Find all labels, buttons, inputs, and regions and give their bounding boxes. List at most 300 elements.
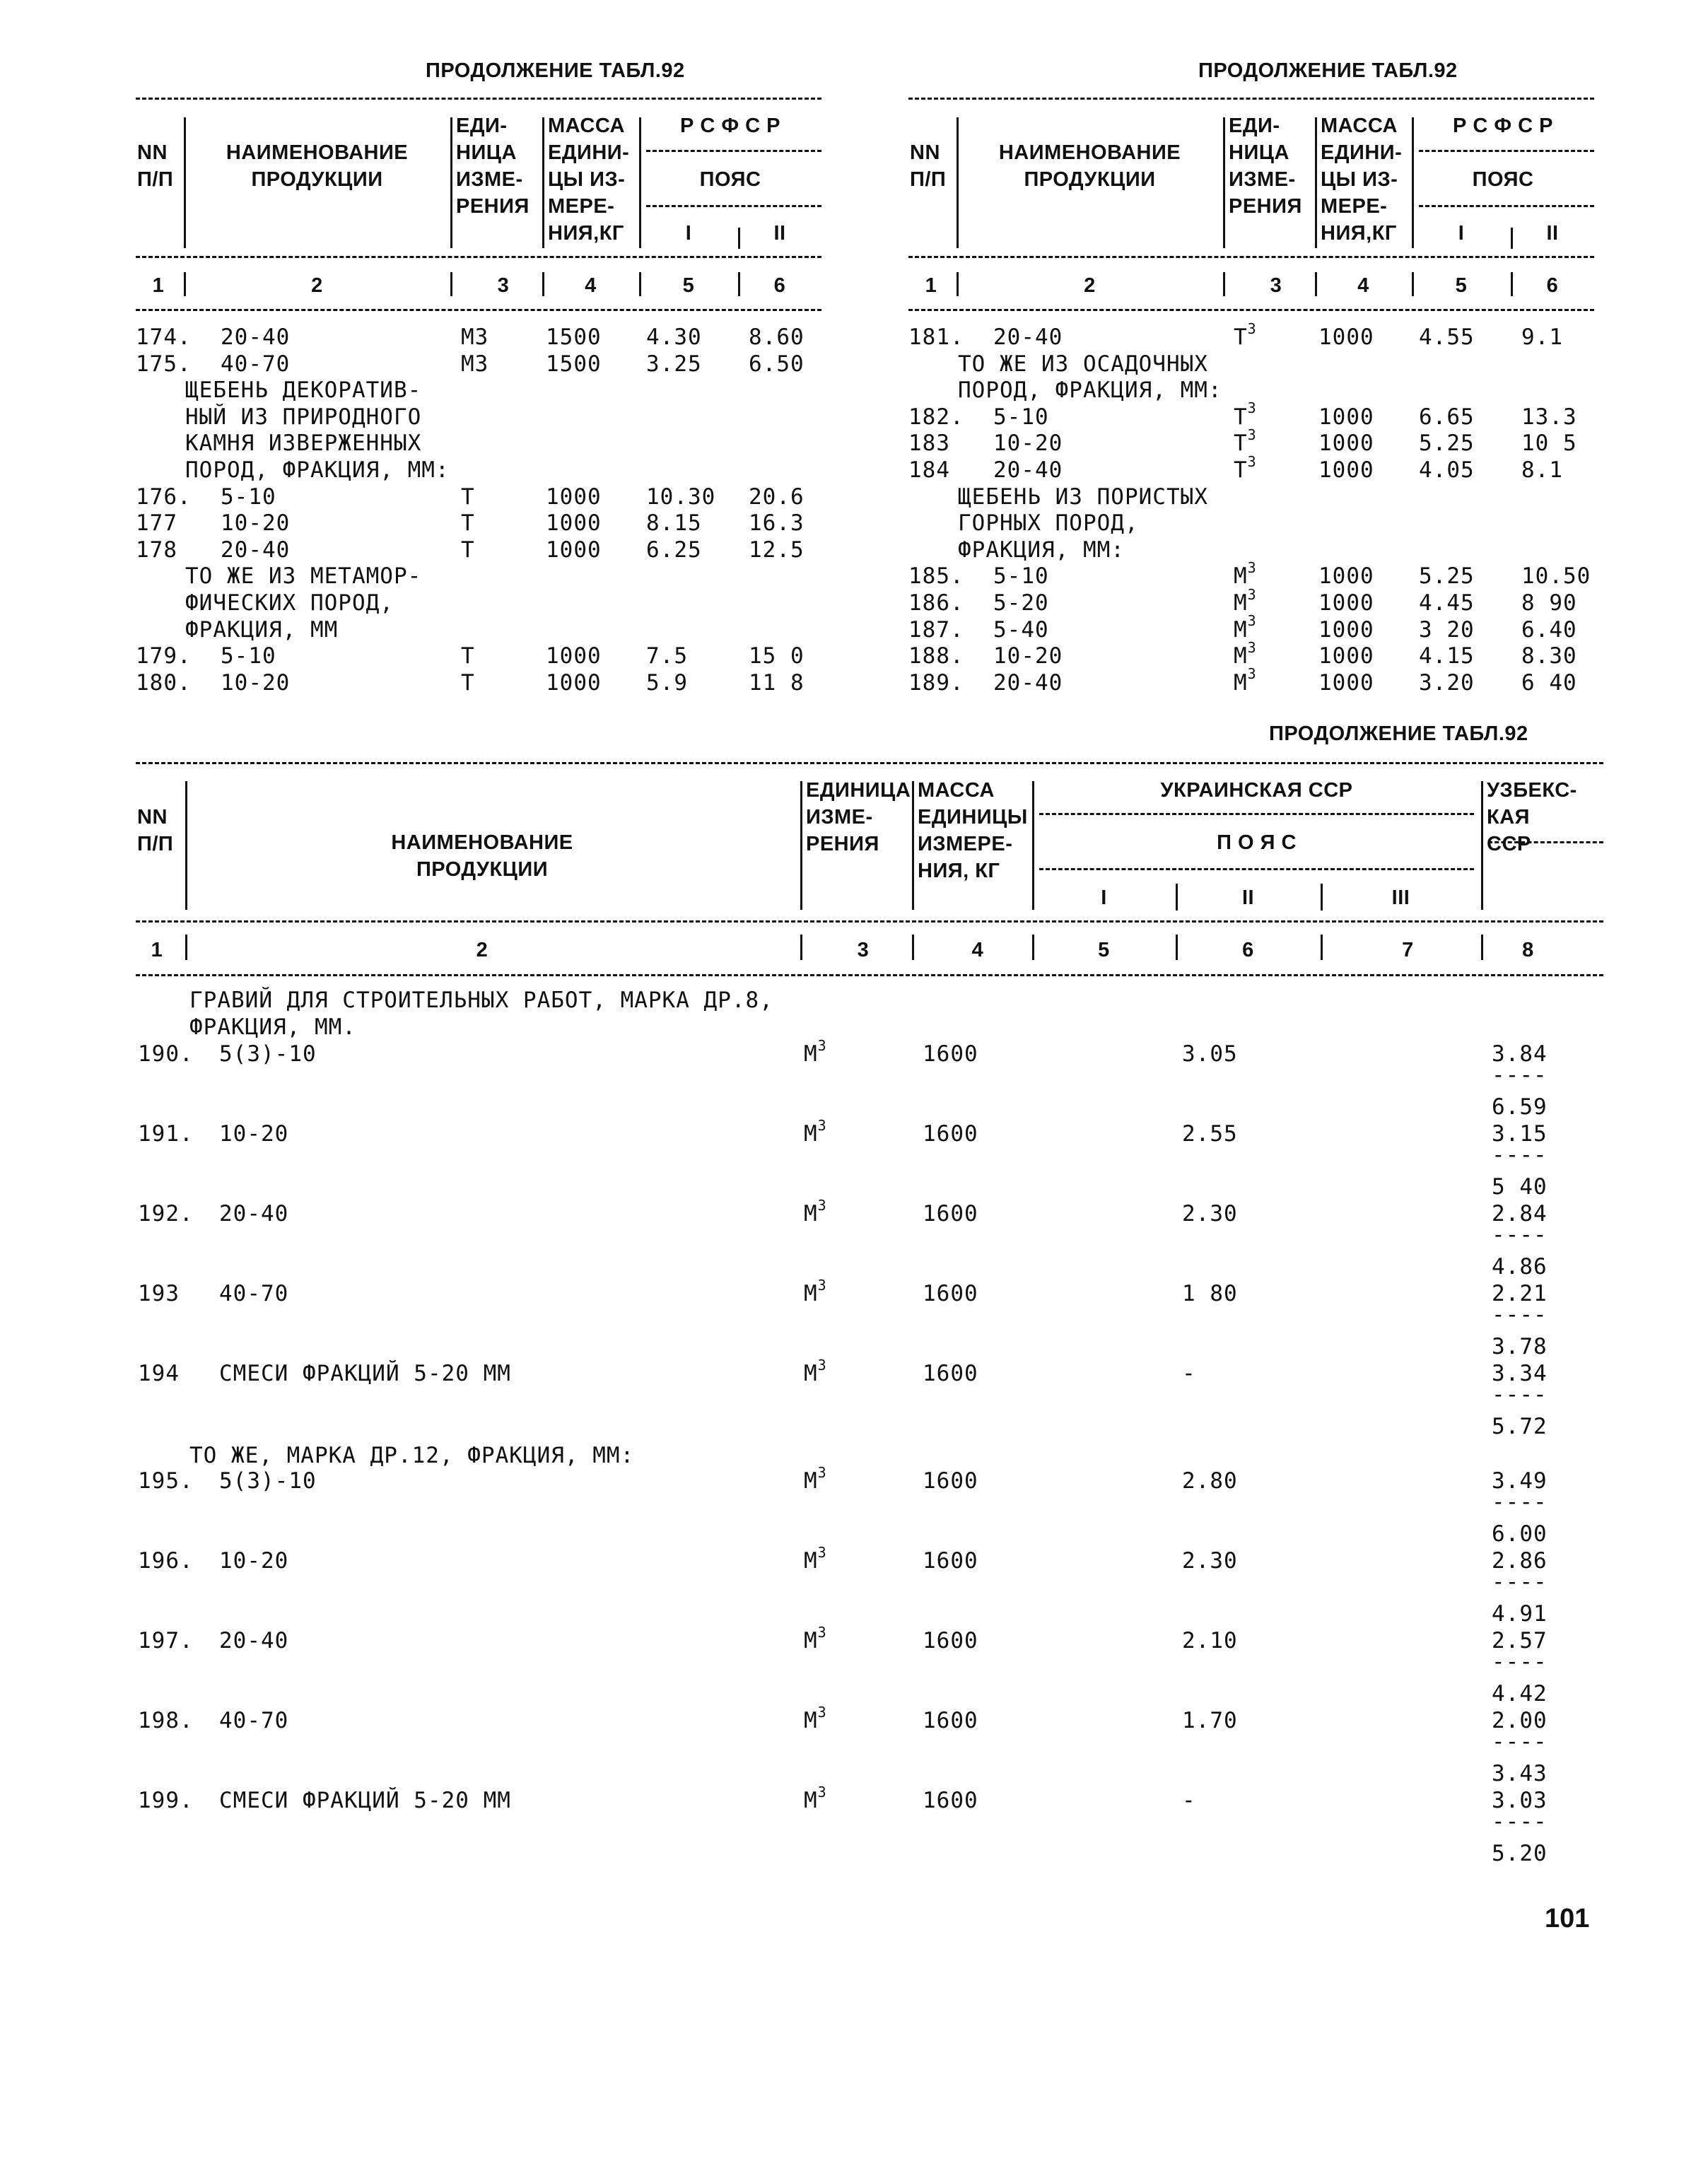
column-separator — [1223, 117, 1225, 248]
header-unit: РЕНИЯ — [456, 195, 530, 218]
product-name: 10-20 — [219, 1121, 289, 1147]
unit: $М^3$ — [1234, 638, 1257, 669]
column-number: 5 — [1098, 939, 1110, 961]
product-name: 20-40 — [993, 457, 1063, 483]
price-zone: 2.10 — [1182, 1628, 1238, 1653]
unit: $М^3$ — [1234, 612, 1257, 643]
unit-exponent: 3 — [1247, 559, 1257, 577]
header-zone: ПОЯС — [1472, 168, 1534, 191]
dashed-rule — [646, 150, 821, 152]
dashed-rule — [1039, 813, 1474, 815]
mass: 1000 — [1318, 431, 1374, 457]
row-number: 193 — [138, 1281, 180, 1306]
row-number: 176. — [136, 484, 192, 510]
product-name: ЩЕБЕНЬ ДЕКОРАТИВ- — [185, 377, 422, 404]
price-uzbek-denominator: 5.20 — [1492, 1841, 1548, 1866]
unit: $Т^3$ — [1234, 320, 1257, 350]
column-number: 4 — [971, 939, 984, 961]
row-number: 177 — [136, 510, 177, 537]
header-name: НАИМЕНОВАНИЕ — [391, 831, 573, 854]
column-separator — [738, 228, 740, 249]
price-uzbek-numerator: 2.21 — [1492, 1281, 1548, 1306]
row-number: 178 — [136, 537, 177, 563]
mass: 1000 — [546, 669, 602, 696]
mass: 1500 — [546, 324, 602, 350]
price-uzbek-denominator: 4.86 — [1492, 1254, 1548, 1280]
unit: $М^3$ — [804, 1276, 827, 1306]
product-name: 20-40 — [221, 537, 291, 563]
header-unit: ИЗМЕ- — [806, 806, 873, 829]
header-mass: ЕДИНИ- — [548, 141, 630, 164]
column-number: 3 — [857, 939, 870, 961]
mass: 1000 — [1318, 590, 1374, 616]
unit-exponent: 3 — [817, 1463, 827, 1481]
header-mass: ЦЫ ИЗ- — [548, 168, 626, 191]
column-separator — [639, 272, 641, 296]
header-nn: NN — [137, 141, 168, 164]
mass: 1600 — [923, 1708, 978, 1733]
row-number: 194 — [138, 1361, 180, 1386]
section-title: ГРАВИЙ ДЛЯ СТРОИТЕЛЬНЫХ РАБОТ, МАРКА ДР.8, — [189, 988, 773, 1013]
column-number: 1 — [152, 274, 165, 297]
product-name: 10-20 — [221, 669, 291, 696]
unit: М3 — [461, 351, 489, 377]
product-name: 5(3)-10 — [219, 1041, 317, 1067]
product-name: ПОРОД, ФРАКЦИЯ, ММ: — [185, 457, 450, 483]
header-name: ПРОДУКЦИИ — [251, 168, 383, 191]
mass: 1000 — [546, 537, 602, 563]
price-zone-2: 11 8 — [749, 669, 805, 696]
column-separator — [185, 781, 187, 910]
fraction-bar: ---- — [1492, 1302, 1548, 1328]
price-zone-2: 6.50 — [749, 351, 805, 377]
unit: Т — [461, 510, 475, 537]
price-zone-2: 8.1 — [1521, 457, 1563, 483]
column-number: 2 — [476, 939, 489, 961]
header-name: ПРОДУКЦИИ — [416, 858, 549, 881]
header-unit: ИЗМЕ- — [456, 168, 523, 191]
product-name: 20-40 — [221, 324, 291, 350]
unit-exponent: 3 — [1247, 638, 1257, 656]
price-zone-1: 3.20 — [1419, 669, 1475, 696]
product-name: ФРАКЦИЯ, ММ: — [958, 537, 1125, 563]
row-number: 179. — [136, 643, 192, 669]
header-unit: НИЦА — [1229, 141, 1289, 164]
header-mass: МАССА — [548, 115, 625, 137]
product-name: ТО ЖЕ ИЗ МЕТАМОР- — [185, 563, 422, 590]
fraction-bar: ---- — [1492, 1382, 1548, 1407]
price-uzbek-denominator: 6.59 — [1492, 1094, 1548, 1120]
column-separator — [1481, 935, 1483, 960]
price-zone-2: 20.6 — [749, 484, 805, 510]
price-uzbek-numerator: 3.84 — [1492, 1041, 1548, 1067]
product-name: 20-40 — [219, 1628, 289, 1653]
unit: Т — [461, 537, 475, 563]
column-separator — [450, 272, 452, 296]
product-name: 5-10 — [221, 643, 276, 669]
mass: 1000 — [1318, 457, 1374, 483]
price-zone-2: 16.3 — [749, 510, 805, 537]
column-separator — [542, 272, 544, 296]
price-zone-1: 3.25 — [646, 351, 702, 377]
mass: 1500 — [546, 351, 602, 377]
product-name: ТО ЖЕ ИЗ ОСАДОЧНЫХ — [958, 351, 1208, 377]
product-name: 10-20 — [993, 431, 1063, 457]
column-number: 3 — [1270, 274, 1282, 297]
header-uzbek-ssr: КАЯ — [1487, 806, 1530, 829]
unit-exponent: 3 — [1247, 612, 1257, 630]
header-uzbek-ssr: ССР — [1487, 833, 1531, 855]
product-name: 10-20 — [219, 1548, 289, 1574]
column-number: 6 — [1242, 939, 1254, 961]
row-number: 196. — [138, 1548, 194, 1574]
row-number: 197. — [138, 1628, 194, 1653]
unit-exponent: 3 — [817, 1356, 827, 1374]
price-uzbek-numerator: 3.49 — [1492, 1468, 1548, 1494]
product-name: КАМНЯ ИЗВЕРЖЕННЫХ — [185, 431, 422, 457]
price-uzbek-denominator: 5 40 — [1492, 1174, 1548, 1200]
column-separator — [800, 935, 802, 960]
price-zone-2: 13.3 — [1521, 404, 1577, 430]
unit: $М^3$ — [1234, 585, 1257, 616]
column-number: 1 — [151, 939, 163, 961]
product-name: 40-70 — [219, 1281, 289, 1306]
price-zone: - — [1182, 1788, 1196, 1813]
unit: $М^3$ — [804, 1703, 827, 1733]
price-zone-1: 5.9 — [646, 669, 688, 696]
mass: 1000 — [1318, 404, 1374, 430]
header-mass: НИЯ,КГ — [1321, 222, 1397, 245]
row-number: 175. — [136, 351, 192, 377]
column-separator — [1032, 781, 1034, 910]
mass: 1600 — [923, 1628, 978, 1653]
column-separator — [1315, 272, 1317, 296]
mass: 1000 — [546, 484, 602, 510]
price-uzbek-numerator: 2.00 — [1492, 1708, 1548, 1733]
header-region: Р С Ф С Р — [679, 115, 781, 137]
price-zone-1: 7.5 — [646, 643, 688, 669]
t3-caption: ПРОДОЛЖЕНИЕ ТАБЛ.92 — [1269, 722, 1528, 745]
column-separator — [1511, 228, 1513, 249]
row-number: 198. — [138, 1708, 194, 1733]
header-mass: МЕРЕ- — [548, 195, 615, 218]
header-name: НАИМЕНОВАНИЕ — [226, 141, 409, 164]
product-name: ЩЕБЕНЬ ИЗ ПОРИСТЫХ — [958, 484, 1208, 510]
header-zone-2: II — [773, 222, 786, 245]
dashed-rule — [908, 256, 1594, 258]
unit: $М^3$ — [804, 1116, 827, 1147]
header-zone-3: III — [1391, 886, 1410, 909]
mass: 1000 — [1318, 643, 1374, 669]
price-zone-2: 9.1 — [1521, 324, 1563, 350]
product-name: 5(3)-10 — [219, 1468, 317, 1494]
column-number: 8 — [1522, 939, 1534, 961]
fraction-bar: ---- — [1492, 1809, 1548, 1834]
header-unit: РЕНИЯ — [806, 833, 879, 855]
header-nn: П/П — [137, 168, 174, 191]
fraction-bar: ---- — [1492, 1569, 1548, 1595]
mass: 1600 — [923, 1121, 978, 1147]
product-name: 5-10 — [221, 484, 276, 510]
fraction-bar: ---- — [1492, 1729, 1548, 1755]
header-nn: NN — [137, 806, 168, 829]
mass: 1000 — [1318, 563, 1374, 590]
price-zone: 2.30 — [1182, 1201, 1238, 1227]
column-separator — [800, 781, 802, 910]
unit: Т — [461, 669, 475, 696]
dashed-rule — [908, 309, 1594, 311]
unit: $Т^3$ — [1234, 399, 1257, 430]
price-zone-1: 10.30 — [646, 484, 716, 510]
header-mass: НИЯ, КГ — [918, 860, 1000, 882]
price-zone-2: 8.30 — [1521, 643, 1577, 669]
header-mass: ЕДИНИЦЫ — [918, 806, 1028, 829]
unit-exponent: 3 — [1247, 426, 1257, 444]
price-uzbek-denominator: 5.72 — [1492, 1414, 1548, 1439]
product-name: ПОРОД, ФРАКЦИЯ, ММ: — [958, 377, 1222, 404]
price-zone-1: 3 20 — [1419, 616, 1475, 643]
unit: $М^3$ — [1234, 559, 1257, 590]
price-uzbek-numerator: 2.84 — [1492, 1201, 1548, 1227]
row-number: 192. — [138, 1201, 194, 1227]
dashed-rule — [136, 762, 1603, 764]
price-zone-2: 8.60 — [749, 324, 805, 350]
price-uzbek-denominator: 3.43 — [1492, 1761, 1548, 1786]
price-zone: 3.05 — [1182, 1041, 1238, 1067]
price-uzbek-numerator: 2.86 — [1492, 1548, 1548, 1574]
header-zone: ПОЯС — [699, 168, 761, 191]
header-ukrainian-ssr: УКРАИНСКАЯ ССР — [1160, 779, 1353, 802]
header-nn: П/П — [910, 168, 947, 191]
header-zone-2: II — [1546, 222, 1559, 245]
product-name: НЫЙ ИЗ ПРИРОДНОГО — [185, 404, 422, 430]
price-zone-1: 6.25 — [646, 537, 702, 563]
unit-exponent: 3 — [817, 1543, 827, 1561]
product-name: ФРАКЦИЯ, ММ — [185, 616, 339, 643]
product-name: 10-20 — [993, 643, 1063, 669]
product-name: 20-40 — [993, 324, 1063, 350]
unit: $Т^3$ — [1234, 426, 1257, 457]
header-region: Р С Ф С Р — [1452, 115, 1554, 137]
product-name: ГОРНЫХ ПОРОД, — [958, 510, 1139, 537]
section-title: ФРАКЦИЯ, ММ. — [189, 1014, 356, 1040]
mass: 1600 — [923, 1361, 978, 1386]
column-number: 2 — [311, 274, 323, 297]
unit-exponent: 3 — [1247, 585, 1257, 603]
column-separator — [1412, 272, 1414, 296]
column-separator — [185, 935, 187, 960]
price-zone-1: 4.15 — [1419, 643, 1475, 669]
unit-exponent: 3 — [817, 1703, 827, 1721]
mass: 1600 — [923, 1041, 978, 1067]
header-nn: NN — [910, 141, 940, 164]
price-uzbek-numerator: 3.15 — [1492, 1121, 1548, 1147]
column-number: 4 — [585, 274, 597, 297]
unit: $М^3$ — [804, 1356, 827, 1386]
header-unit: ЕДИНИЦА — [806, 779, 911, 802]
price-zone-2: 15 0 — [749, 643, 805, 669]
header-zone-1: I — [1458, 222, 1465, 245]
unit: $М^3$ — [1234, 665, 1257, 696]
price-zone-1: 8.15 — [646, 510, 702, 537]
header-mass: МАССА — [1321, 115, 1398, 137]
price-zone: 2.55 — [1182, 1121, 1238, 1147]
column-separator — [184, 117, 186, 248]
column-number: 4 — [1357, 274, 1369, 297]
row-number: 187. — [908, 616, 964, 643]
header-mass: ИЗМЕРЕ- — [918, 833, 1013, 855]
column-separator — [1176, 935, 1178, 960]
fraction-bar: ---- — [1492, 1222, 1548, 1248]
header-zone: П О Я С — [1217, 831, 1297, 854]
header-mass: ЕДИНИ- — [1321, 141, 1403, 164]
product-name: 40-70 — [221, 351, 291, 377]
header-unit: РЕНИЯ — [1229, 195, 1302, 218]
row-number: 184 — [908, 457, 950, 483]
price-zone-2: 10 5 — [1521, 431, 1577, 457]
mass: 1600 — [923, 1788, 978, 1813]
row-number: 182. — [908, 404, 964, 430]
header-mass: ЦЫ ИЗ- — [1321, 168, 1398, 191]
column-separator — [1321, 884, 1323, 911]
price-uzbek-numerator: 3.34 — [1492, 1361, 1548, 1386]
column-separator — [542, 117, 544, 248]
header-unit: НИЦА — [456, 141, 517, 164]
section-title: ТО ЖЕ, МАРКА ДР.12, ФРАКЦИЯ, ММ: — [189, 1443, 635, 1468]
unit: Т — [461, 484, 475, 510]
mass: 1600 — [923, 1468, 978, 1494]
header-uzbek-ssr: УЗБЕКС- — [1487, 779, 1577, 802]
header-zone-1: I — [1101, 886, 1107, 909]
dashed-rule — [136, 920, 1603, 923]
column-number: 5 — [1455, 274, 1468, 297]
row-number: 190. — [138, 1041, 194, 1067]
column-number: 6 — [773, 274, 786, 297]
price-zone-2: 6.40 — [1521, 616, 1577, 643]
dashed-rule — [136, 974, 1603, 976]
header-zone-2: II — [1241, 886, 1255, 909]
product-name: 5-10 — [993, 563, 1049, 590]
row-number: 188. — [908, 643, 964, 669]
price-uzbek-denominator: 3.78 — [1492, 1334, 1548, 1359]
product-name: 5-10 — [993, 404, 1049, 430]
fraction-bar: ---- — [1492, 1142, 1548, 1168]
product-name: ФИЧЕСКИХ ПОРОД, — [185, 590, 394, 616]
price-zone-1: 5.25 — [1419, 563, 1475, 590]
dashed-rule — [1419, 150, 1594, 152]
column-separator — [957, 117, 959, 248]
t2-caption: ПРОДОЛЖЕНИЕ ТАБЛ.92 — [1198, 59, 1458, 82]
row-number: 189. — [908, 669, 964, 696]
row-number: 199. — [138, 1788, 194, 1813]
page-number: 101 — [1545, 1904, 1590, 1933]
unit: $М^3$ — [804, 1463, 827, 1494]
unit-exponent: 3 — [817, 1276, 827, 1294]
header-mass: МАССА — [918, 779, 995, 802]
price-zone-2: 10.50 — [1521, 563, 1591, 590]
column-separator — [1511, 272, 1513, 296]
column-number: 3 — [497, 274, 510, 297]
t1-caption: ПРОДОЛЖЕНИЕ ТАБЛ.92 — [426, 59, 685, 82]
price-zone-1: 6.65 — [1419, 404, 1475, 430]
row-number: 185. — [908, 563, 964, 590]
row-number: 186. — [908, 590, 964, 616]
price-uzbek-numerator: 2.57 — [1492, 1628, 1548, 1653]
column-separator — [1315, 117, 1317, 248]
mass: 1000 — [1318, 669, 1374, 696]
price-zone-1: 5.25 — [1419, 431, 1475, 457]
price-zone-1: 4.05 — [1419, 457, 1475, 483]
column-separator — [912, 781, 914, 910]
header-unit: ИЗМЕ- — [1229, 168, 1296, 191]
product-name: 10-20 — [221, 510, 291, 537]
unit: Т — [461, 643, 475, 669]
unit-exponent: 3 — [817, 1196, 827, 1214]
product-name: 40-70 — [219, 1708, 289, 1733]
unit-exponent: 3 — [817, 1783, 827, 1801]
column-separator — [957, 272, 959, 296]
unit: $Т^3$ — [1234, 452, 1257, 483]
unit: $М^3$ — [804, 1036, 827, 1067]
price-uzbek-denominator: 4.42 — [1492, 1681, 1548, 1707]
row-number: 174. — [136, 324, 192, 350]
dashed-rule — [136, 256, 821, 258]
product-name: СМЕСИ ФРАКЦИЙ 5-20 ММ — [219, 1361, 511, 1386]
header-nn: П/П — [137, 833, 174, 855]
price-zone-1: 4.45 — [1419, 590, 1475, 616]
header-name: НАИМЕНОВАНИЕ — [998, 141, 1181, 164]
header-mass: НИЯ,КГ — [548, 222, 624, 245]
mass: 1000 — [546, 643, 602, 669]
row-number: 195. — [138, 1468, 194, 1494]
column-separator — [450, 117, 452, 248]
dashed-rule — [646, 205, 821, 207]
dashed-rule — [136, 98, 821, 100]
price-uzbek-numerator: 3.03 — [1492, 1788, 1548, 1813]
price-zone-1: 4.30 — [646, 324, 702, 350]
header-zone-1: I — [685, 222, 692, 245]
column-separator — [1176, 884, 1178, 911]
unit-exponent: 3 — [1247, 399, 1257, 417]
header-mass: МЕРЕ- — [1321, 195, 1388, 218]
header-name: ПРОДУКЦИИ — [1024, 168, 1156, 191]
dashed-rule — [908, 98, 1594, 100]
column-separator — [912, 935, 914, 960]
price-zone-2: 8 90 — [1521, 590, 1577, 616]
product-name: 20-40 — [219, 1201, 289, 1227]
column-separator — [738, 272, 740, 296]
price-zone: - — [1182, 1361, 1196, 1386]
price-zone: 1 80 — [1182, 1281, 1238, 1306]
dashed-rule — [1488, 841, 1603, 843]
unit-exponent: 3 — [1247, 452, 1257, 470]
unit: М3 — [461, 324, 489, 350]
mass: 1600 — [923, 1201, 978, 1227]
unit: $М^3$ — [804, 1783, 827, 1813]
column-number: 2 — [1084, 274, 1096, 297]
column-separator — [184, 272, 186, 296]
column-separator — [1223, 272, 1225, 296]
mass: 1000 — [1318, 616, 1374, 643]
column-separator — [1321, 935, 1323, 960]
unit-exponent: 3 — [817, 1036, 827, 1054]
header-unit: ЕДИ- — [1229, 115, 1280, 137]
fraction-bar: ---- — [1492, 1649, 1548, 1675]
mass: 1600 — [923, 1548, 978, 1574]
price-zone: 1.70 — [1182, 1708, 1238, 1733]
product-name: 5-40 — [993, 616, 1049, 643]
dashed-rule — [1039, 868, 1474, 870]
